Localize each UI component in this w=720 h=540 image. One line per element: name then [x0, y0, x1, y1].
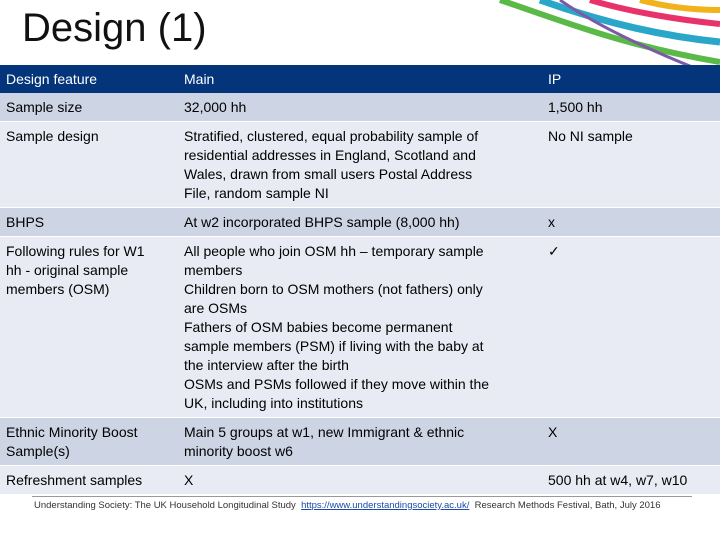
table-cell-feature [0, 93, 178, 122]
cell-text-line: File, random sample NI [184, 185, 329, 201]
table-cell-ip [542, 237, 720, 418]
table-row [0, 466, 720, 495]
table-row [0, 208, 720, 237]
column-header-main: Main [178, 65, 542, 93]
cell-text-line: At w2 incorporated BHPS sample (8,000 hh) [184, 214, 460, 230]
cell-text-line: Main 5 groups at w1, new Immigrant & ethnic [184, 424, 465, 440]
slide-title: Design (1) [22, 6, 207, 50]
table-cell-ip [542, 208, 720, 237]
table-cell-ip [542, 122, 720, 208]
footer [34, 500, 714, 511]
cell-text-line: members [184, 262, 243, 278]
cell-text-line: Refreshment samples [6, 472, 143, 488]
table-cell-main [178, 237, 542, 418]
cell-text-line: No NI sample [548, 128, 633, 144]
table-cell-feature [0, 466, 178, 495]
table-header-row [0, 65, 720, 93]
table-cell-main [178, 466, 542, 495]
cell-text-line: OSMs and PSMs followed if they move within the [184, 376, 490, 392]
column-header-design-feature: Design feature [0, 65, 178, 93]
table-cell-ip [542, 418, 720, 466]
table-cell-main [178, 122, 542, 208]
cell-text-line: Sample size [6, 99, 83, 115]
table-cell-feature [0, 237, 178, 418]
cell-text-line: residential addresses in England, Scotland and [184, 147, 476, 163]
table-cell-feature [0, 122, 178, 208]
table-cell-ip [542, 466, 720, 495]
column-header-ip: IP [542, 65, 720, 93]
cell-text-line: BHPS [6, 214, 45, 230]
cell-text-line: x [548, 214, 555, 230]
cell-text-line: Following rules for W1 [6, 243, 145, 259]
cell-text-line: 500 hh at w4, w7, w10 [548, 472, 688, 488]
table-row [0, 93, 720, 122]
cell-text-line: X [184, 472, 194, 488]
table-cell-ip [542, 93, 720, 122]
cell-text-line: are OSMs [184, 300, 248, 316]
cell-text-line: UK, including into institutions [184, 395, 363, 411]
cell-text-line: the interview after the birth [184, 357, 349, 373]
cell-text-line: minority boost w6 [184, 443, 293, 459]
cell-text-line: members (OSM) [6, 281, 110, 297]
table-cell-main [178, 93, 542, 122]
table-row [0, 237, 720, 418]
cell-text-line: Fathers of OSM babies become permanent [184, 319, 453, 335]
cell-text-line: 32,000 hh [184, 99, 247, 115]
cell-text-line: hh - original sample [6, 262, 129, 278]
table-cell-main [178, 208, 542, 237]
cell-text-line: Wales, drawn from small users Postal Address [184, 166, 473, 182]
cell-text-line: Stratified, clustered, equal probability sample of [184, 128, 479, 144]
cell-text-line: ✓ [548, 243, 560, 259]
table-cell-feature [0, 208, 178, 237]
cell-text-line: Ethnic Minority Boost [6, 424, 138, 440]
cell-text-line: 1,500 hh [548, 99, 603, 115]
cell-text-line: All people who join OSM hh – temporary sample [184, 243, 484, 259]
table-row [0, 122, 720, 208]
footer-study-name: Understanding Society: The UK Household Longitudinal Study [34, 500, 296, 511]
cell-text-line: Sample design [6, 128, 99, 144]
cell-text-line: Sample(s) [6, 443, 70, 459]
footer-divider [32, 496, 692, 497]
cell-text-line: sample members (PSM) if living with the baby at [184, 338, 484, 354]
footer-event: Research Methods Festival, Bath, July 2016 [474, 500, 661, 511]
footer-website-link[interactable]: https://www.understandingsociety.ac.uk/ [301, 500, 470, 511]
table-row [0, 418, 720, 466]
table-cell-feature [0, 418, 178, 466]
design-table [0, 65, 720, 494]
table-cell-main [178, 418, 542, 466]
cell-text-line: X [548, 424, 558, 440]
cell-text-line: Children born to OSM mothers (not fathers) only [184, 281, 483, 297]
